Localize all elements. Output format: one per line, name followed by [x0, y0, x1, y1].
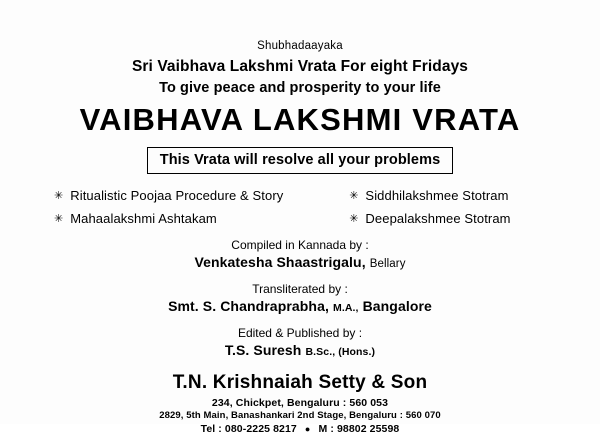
list-item	[54, 211, 546, 226]
publisher-address-line-1: 234, Chickpet, Bengaluru : 560 053	[211, 396, 389, 409]
content-entry-right-2	[349, 211, 546, 226]
publisher-telephone: Tel : 080-2225 8217	[200, 422, 297, 435]
credit-role-transliterated: Transliterated by :	[252, 281, 348, 296]
subtitle-fridays: Sri Vaibhava Lakshmi Vrata For eight Fridays	[131, 58, 469, 75]
credit-role-edited: Edited & Published by :	[237, 325, 363, 340]
publisher-block	[46, 372, 554, 435]
boxed-note-wrapper	[46, 147, 554, 174]
credit-place: Bangalore	[362, 297, 432, 314]
credit-name-edited	[46, 342, 554, 358]
credit-qualification: M.A.,	[332, 301, 359, 314]
contents-list	[46, 188, 554, 226]
subtitle-peace-prosperity: To give peace and prosperity to your life	[159, 80, 441, 96]
boxed-note: This Vrata will resolve all your problems	[147, 147, 454, 174]
publisher-name: T.N. Krishnaiah Setty & Son	[172, 371, 428, 393]
credit-place: Bellary	[369, 257, 406, 270]
publisher-address-line-2: 2829, 5th Main, Banashankari 2nd Stage, Bengaluru : 560 070	[159, 409, 441, 421]
credit-name-compiled	[46, 254, 554, 270]
content-entry-left-1	[54, 188, 349, 203]
content-entry-right-1	[349, 188, 546, 203]
asterisk-bullet-icon: ✳	[54, 212, 64, 225]
content-label: Siddhilakshmee Stotram	[365, 187, 509, 203]
credit-person-name: Smt. S. Chandraprabha,	[168, 297, 329, 314]
credit-qualification: B.Sc., (Hons.)	[305, 345, 376, 358]
credits-block	[46, 238, 554, 358]
credit-role-compiled: Compiled in Kannada by :	[231, 237, 369, 252]
asterisk-bullet-icon: ✳	[349, 212, 359, 225]
shubhadaayaka-line: Shubhadaayaka	[257, 40, 343, 52]
asterisk-bullet-icon: ✳	[349, 189, 359, 202]
bullet-separator-icon: ●	[304, 423, 311, 434]
asterisk-bullet-icon: ✳	[54, 189, 64, 202]
content-entry-left-2	[54, 211, 349, 226]
credit-person-name: Venkatesha Shaastrigalu,	[194, 253, 366, 270]
publisher-contact	[46, 423, 554, 435]
credit-name-transliterated	[46, 298, 554, 314]
publisher-mobile: M : 98802 25598	[318, 422, 400, 435]
list-item	[54, 188, 546, 203]
content-label: Ritualistic Poojaa Procedure & Story	[70, 187, 284, 203]
content-label: Deepalakshmee Stotram	[365, 210, 511, 226]
content-label: Mahaalakshmi Ashtakam	[70, 210, 217, 226]
credit-person-name: T.S. Suresh	[224, 341, 302, 358]
page-title: VAIBHAVA LAKSHMI VRATA	[79, 102, 521, 137]
